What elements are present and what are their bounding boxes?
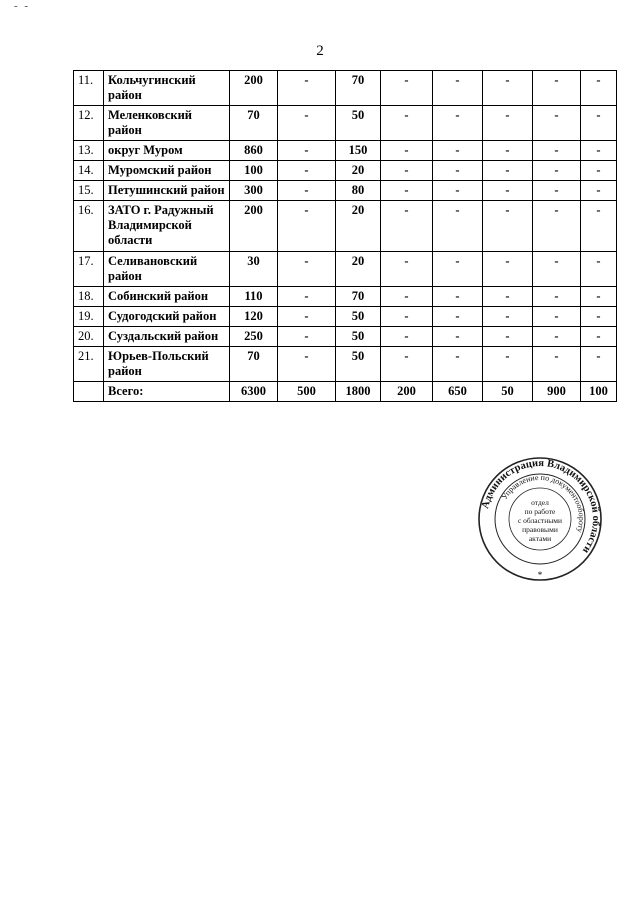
- value-cell: -: [581, 71, 617, 106]
- stamp-center-line: с областными: [517, 516, 563, 525]
- value-cell: -: [483, 141, 533, 161]
- stamp-center-line: правовыми: [522, 525, 558, 534]
- value-cell: -: [381, 307, 433, 327]
- value-cell: -: [278, 252, 336, 287]
- total-label: Всего:: [104, 382, 230, 402]
- district-name: Суздальский район: [104, 327, 230, 347]
- value-cell: -: [278, 161, 336, 181]
- value-cell: -: [533, 71, 581, 106]
- value-cell: -: [533, 327, 581, 347]
- value-cell: 70: [336, 71, 381, 106]
- value-cell: -: [381, 201, 433, 252]
- value-cell: 6300: [230, 382, 278, 402]
- row-number: 15.: [74, 181, 104, 201]
- value-cell: -: [278, 106, 336, 141]
- value-cell: 20: [336, 161, 381, 181]
- page-number: 2: [316, 43, 324, 59]
- row-number: 14.: [74, 161, 104, 181]
- value-cell: -: [533, 141, 581, 161]
- value-cell: -: [483, 347, 533, 382]
- value-cell: -: [581, 181, 617, 201]
- table-body: [74, 71, 617, 402]
- value-cell: -: [278, 141, 336, 161]
- district-name: Меленковский район: [104, 106, 230, 141]
- row-number: 16.: [74, 201, 104, 252]
- value-cell: 200: [381, 382, 433, 402]
- value-cell: -: [483, 252, 533, 287]
- value-cell: -: [533, 106, 581, 141]
- value-cell: 50: [336, 327, 381, 347]
- table-row: [74, 141, 617, 161]
- value-cell: 860: [230, 141, 278, 161]
- value-cell: -: [381, 71, 433, 106]
- value-cell: -: [533, 287, 581, 307]
- row-number: 12.: [74, 106, 104, 141]
- stamp-center-line: по работе: [524, 507, 556, 516]
- district-name: ЗАТО г. Радужный Владимирской области: [104, 201, 230, 252]
- value-cell: 80: [336, 181, 381, 201]
- value-cell: -: [483, 287, 533, 307]
- value-cell: 70: [336, 287, 381, 307]
- value-cell: -: [483, 71, 533, 106]
- table-row: [74, 161, 617, 181]
- value-cell: -: [278, 201, 336, 252]
- value-cell: -: [433, 161, 483, 181]
- value-cell: -: [381, 252, 433, 287]
- table-row: [74, 201, 617, 252]
- value-cell: 20: [336, 201, 381, 252]
- district-name: Муромский район: [104, 161, 230, 181]
- value-cell: -: [581, 327, 617, 347]
- value-cell: -: [533, 307, 581, 327]
- value-cell: -: [433, 327, 483, 347]
- value-cell: 250: [230, 327, 278, 347]
- value-cell: 200: [230, 201, 278, 252]
- value-cell: -: [433, 71, 483, 106]
- value-cell: -: [381, 327, 433, 347]
- value-cell: -: [278, 347, 336, 382]
- stamp-center-line: актами: [528, 534, 552, 543]
- district-name: Кольчугинский район: [104, 71, 230, 106]
- value-cell: -: [381, 287, 433, 307]
- district-name: Судогодский район: [104, 307, 230, 327]
- value-cell: -: [533, 252, 581, 287]
- value-cell: -: [483, 106, 533, 141]
- value-cell: -: [433, 201, 483, 252]
- value-cell: 50: [483, 382, 533, 402]
- value-cell: -: [433, 287, 483, 307]
- value-cell: 110: [230, 287, 278, 307]
- value-cell: -: [581, 347, 617, 382]
- district-name: Собинский район: [104, 287, 230, 307]
- table-row: [74, 347, 617, 382]
- value-cell: 50: [336, 307, 381, 327]
- row-number: 19.: [74, 307, 104, 327]
- table-row: [74, 71, 617, 106]
- value-cell: 70: [230, 106, 278, 141]
- value-cell: -: [433, 181, 483, 201]
- district-name: Селивановский район: [104, 252, 230, 287]
- value-cell: -: [278, 181, 336, 201]
- stamp-outer-text: Администрация Владимирской области: [480, 457, 602, 556]
- value-cell: -: [483, 181, 533, 201]
- value-cell: -: [381, 106, 433, 141]
- value-cell: 500: [278, 382, 336, 402]
- table-row: [74, 181, 617, 201]
- allocation-table: [73, 70, 617, 402]
- row-number: [74, 382, 104, 402]
- row-number: 20.: [74, 327, 104, 347]
- value-cell: -: [581, 141, 617, 161]
- value-cell: -: [533, 161, 581, 181]
- stamp-center-line: отдел: [531, 498, 549, 507]
- value-cell: 300: [230, 181, 278, 201]
- value-cell: 120: [230, 307, 278, 327]
- value-cell: -: [581, 307, 617, 327]
- value-cell: -: [483, 307, 533, 327]
- value-cell: -: [483, 201, 533, 252]
- value-cell: -: [381, 141, 433, 161]
- value-cell: -: [433, 106, 483, 141]
- value-cell: -: [433, 347, 483, 382]
- value-cell: 200: [230, 71, 278, 106]
- stamp-star: *: [537, 570, 543, 580]
- value-cell: -: [381, 347, 433, 382]
- value-cell: -: [581, 252, 617, 287]
- stamp-center-text: [518, 498, 562, 543]
- corner-mark: - -: [14, 0, 31, 12]
- table-row: [74, 106, 617, 141]
- value-cell: -: [581, 106, 617, 141]
- value-cell: -: [433, 307, 483, 327]
- value-cell: -: [581, 201, 617, 252]
- row-number: 11.: [74, 71, 104, 106]
- value-cell: 70: [230, 347, 278, 382]
- row-number: 13.: [74, 141, 104, 161]
- table-row: [74, 307, 617, 327]
- value-cell: -: [433, 252, 483, 287]
- value-cell: -: [278, 307, 336, 327]
- row-number: 21.: [74, 347, 104, 382]
- value-cell: 20: [336, 252, 381, 287]
- table-row: [74, 287, 617, 307]
- value-cell: -: [278, 327, 336, 347]
- value-cell: 150: [336, 141, 381, 161]
- value-cell: -: [533, 347, 581, 382]
- value-cell: -: [581, 287, 617, 307]
- value-cell: 1800: [336, 382, 381, 402]
- value-cell: 100: [581, 382, 617, 402]
- district-name: округ Муром: [104, 141, 230, 161]
- value-cell: 100: [230, 161, 278, 181]
- value-cell: 50: [336, 106, 381, 141]
- value-cell: -: [278, 287, 336, 307]
- value-cell: -: [533, 201, 581, 252]
- value-cell: -: [381, 181, 433, 201]
- value-cell: 650: [433, 382, 483, 402]
- table-row: [74, 327, 617, 347]
- row-number: 17.: [74, 252, 104, 287]
- value-cell: 30: [230, 252, 278, 287]
- value-cell: -: [483, 327, 533, 347]
- value-cell: -: [381, 161, 433, 181]
- value-cell: 50: [336, 347, 381, 382]
- value-cell: -: [278, 71, 336, 106]
- value-cell: -: [483, 161, 533, 181]
- value-cell: -: [433, 141, 483, 161]
- table-row: [74, 252, 617, 287]
- district-name: Петушинский район: [104, 181, 230, 201]
- row-number: 18.: [74, 287, 104, 307]
- stamp-inner-ring-text: Управление по документообороту: [499, 472, 587, 534]
- official-stamp: [477, 456, 603, 582]
- value-cell: -: [533, 181, 581, 201]
- value-cell: -: [581, 161, 617, 181]
- district-name: Юрьев-Польский район: [104, 347, 230, 382]
- table-row-total: [74, 382, 617, 402]
- value-cell: 900: [533, 382, 581, 402]
